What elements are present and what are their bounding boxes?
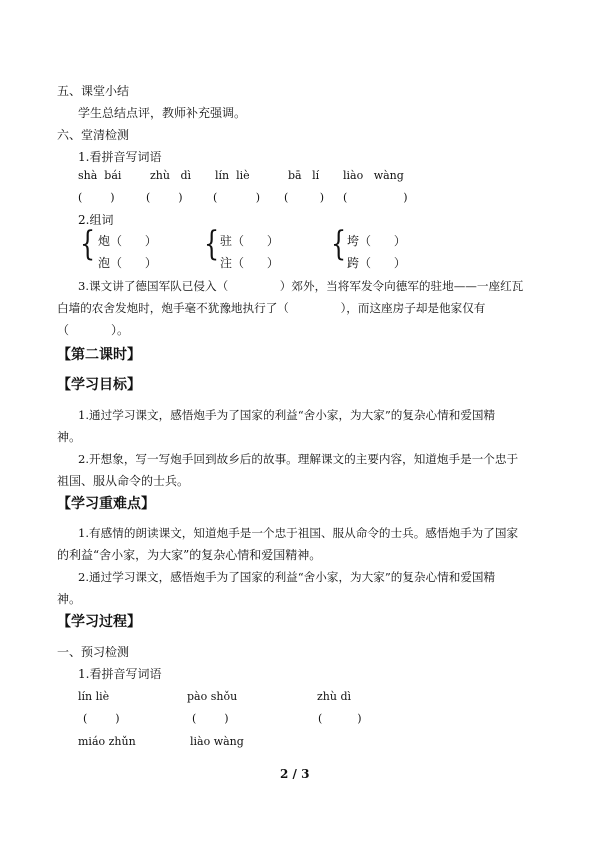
keypoints-item1-line2: 的利益“舍小家，为大家”的复杂心情和爱国精神。 bbox=[57, 548, 322, 562]
group3-top: 垮（ ） bbox=[347, 234, 406, 248]
process-pinyin-5: liào wàng bbox=[190, 735, 244, 748]
goals-item2-line1: 2.开想象，写一写炮手回到故乡后的故事。理解课文的主要内容，知道炮手是一个忠于 bbox=[78, 452, 519, 466]
pinyin-1: shà bái bbox=[78, 169, 122, 182]
section5-body: 学生总结点评，教师补充强调。 bbox=[78, 106, 247, 120]
goals-heading: 【学习目标】 bbox=[57, 377, 141, 393]
group3-bottom: 跨（ ） bbox=[347, 256, 406, 270]
pinyin-5: liào wàng bbox=[343, 169, 404, 182]
process-heading: 【学习过程】 bbox=[57, 614, 141, 630]
goals-item1-line2: 神。 bbox=[57, 430, 82, 444]
blank-2: ( ) bbox=[146, 191, 183, 204]
group1-bottom: 泡（ ） bbox=[98, 256, 157, 270]
q3-line3: （ ）。 bbox=[57, 323, 129, 337]
process-blank-1: ( ) bbox=[83, 712, 120, 725]
blank-4: ( ) bbox=[284, 191, 325, 204]
group2-bottom: 注（ ） bbox=[220, 256, 279, 270]
q3-line2: 白墙的农舍发炮时，炮手毫不犹豫地执行了（ ），而这座房子却是他家仅有 bbox=[57, 301, 486, 315]
pinyin-4: bā lí bbox=[288, 169, 320, 182]
keypoints-heading: 【学习重难点】 bbox=[57, 496, 155, 512]
process-sub1: 一、预习检测 bbox=[57, 645, 130, 659]
goals-item2-line2: 祖国、服从命令的士兵。 bbox=[57, 474, 190, 488]
group1-top: 炮（ ） bbox=[98, 234, 157, 248]
process-pinyin-2: pào shǒu bbox=[187, 690, 238, 703]
q2-label: 2.组词 bbox=[78, 213, 114, 227]
process-pinyin-1: lín liè bbox=[78, 690, 110, 703]
keypoints-item1-line1: 1.有感情的朗读课文，知道炮手是一个忠于祖国、服从命令的士兵。感悟炮手为了国家 bbox=[78, 526, 519, 540]
process-pinyin-3: zhù dì bbox=[317, 690, 352, 703]
q3-line1: 3.课文讲了德国军队已侵入（ ）郊外，当将军发令向德军的驻地——一座红瓦 bbox=[78, 279, 524, 293]
process-blank-3: ( ) bbox=[318, 712, 362, 725]
page-number: 2 / 3 bbox=[280, 767, 310, 781]
blank-5: ( ) bbox=[343, 191, 408, 204]
keypoints-item2-line2: 神。 bbox=[57, 592, 82, 606]
pinyin-3: lín liè bbox=[215, 169, 250, 182]
group2-top: 驻（ ） bbox=[220, 234, 279, 248]
section6-title: 六、堂清检测 bbox=[57, 128, 130, 142]
brace-icon: { bbox=[204, 224, 220, 264]
lesson2-heading: 【第二课时】 bbox=[57, 347, 141, 363]
blank-1: ( ) bbox=[78, 191, 115, 204]
q1-label: 1.看拼音写词语 bbox=[78, 150, 162, 164]
blank-3: ( ) bbox=[213, 191, 261, 204]
brace-icon: { bbox=[331, 224, 347, 264]
process-pinyin-4: miáo zhǔn bbox=[78, 735, 136, 748]
keypoints-item2-line1: 2.通过学习课文，感悟炮手为了国家的利益“舍小家，为大家”的复杂心情和爱国精 bbox=[78, 570, 496, 584]
goals-item1-line1: 1.通过学习课文，感悟炮手为了国家的利益“舍小家，为大家”的复杂心情和爱国精 bbox=[78, 408, 496, 422]
pinyin-2: zhù dì bbox=[150, 169, 192, 182]
section5-title: 五、课堂小结 bbox=[57, 84, 130, 98]
brace-icon: { bbox=[80, 224, 96, 264]
process-blank-2: ( ) bbox=[192, 712, 229, 725]
process-q1-label: 1.看拼音写词语 bbox=[78, 667, 162, 681]
